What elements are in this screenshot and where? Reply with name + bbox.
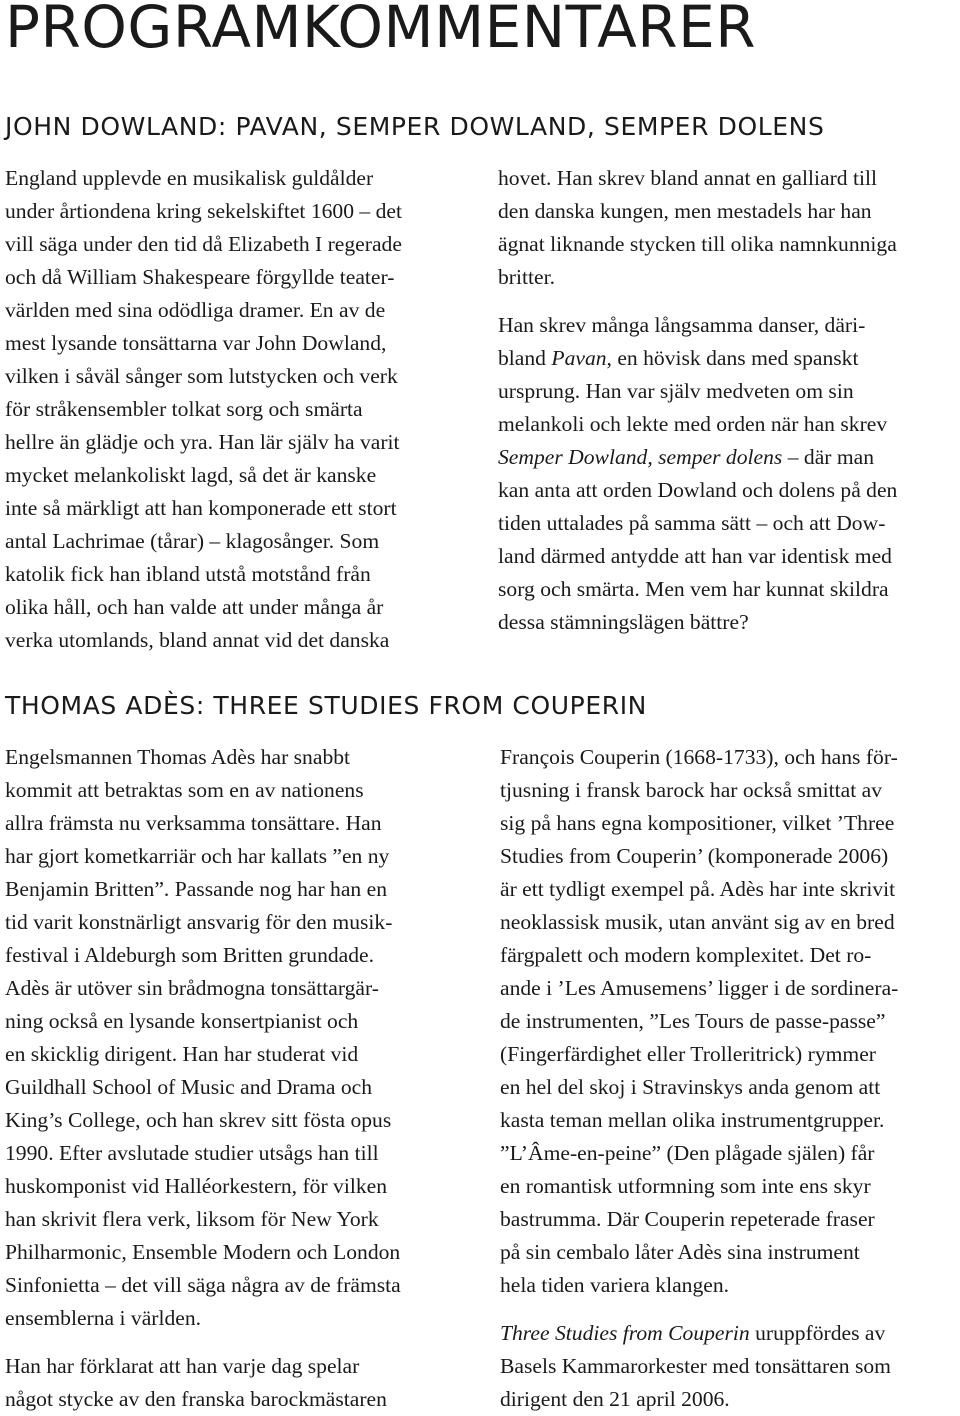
text-line: Engelsmannen Thomas Adès har snabbt	[5, 745, 351, 769]
text-line: hellre än glädje och yra. Han lär själv ha varit	[5, 430, 400, 454]
dowland-column-right	[498, 162, 960, 639]
text-line: olika håll, och han valde att under många år	[5, 595, 384, 619]
text-line: något stycke av den franska barockmästaren	[5, 1387, 387, 1411]
text-line: färgpalett och modern komplexitet. Det ro-	[500, 943, 872, 967]
text-line: 1990. Efter avslutade studier utsågs han till	[5, 1141, 379, 1165]
section-heading-dowland: JOHN DOWLAND: PAVAN, SEMPER DOWLAND, SEMPER DOLENS	[5, 112, 825, 141]
text-line: ning också en lysande konsertpianist och	[5, 1009, 359, 1033]
text-line: hovet. Han skrev bland annat en galliard till	[498, 166, 877, 190]
text-line: en hel del skoj i Stravinskys anda genom att	[500, 1075, 881, 1099]
text-line: allra främsta nu verksamma tonsättare. Han	[5, 811, 382, 835]
text-line: tjusning i fransk barock har också smittat av	[500, 778, 882, 802]
text-line: antal Lachrimae (tårar) – klagosånger. Som	[5, 529, 380, 553]
text-line: är ett tydligt exempel på. Adès har inte skrivit	[500, 877, 896, 901]
text-line: och då William Shakespeare förgyllde teater-	[5, 265, 395, 289]
paragraph	[500, 741, 960, 1302]
text-line: Adès är utöver sin brådmogna tonsättargär-	[5, 976, 379, 1000]
text-line: King’s College, och han skrev sitt fösta opus	[5, 1108, 392, 1132]
italic-title: Pavan	[551, 346, 607, 370]
page-title: PROGRAMKOMMENTARER	[5, 0, 757, 61]
section-heading-ades: THOMAS ADÈS: THREE STUDIES FROM COUPERIN	[5, 691, 647, 720]
paragraph	[5, 162, 475, 657]
paragraph	[498, 309, 960, 639]
text-line: kasta teman mellan olika instrumentgrupper.	[500, 1108, 885, 1132]
text-line: Benjamin Britten”. Passande nog har han en	[5, 877, 387, 901]
text-line: vilken i såväl sånger som lutstycken och verk	[5, 364, 398, 388]
text-line: för stråkensembler tolkat sorg och smärta	[5, 397, 363, 421]
text-line: sorg och smärta. Men vem har kunnat skildra	[498, 577, 889, 601]
text-line: bland Pavan, en hövisk dans med spanskt	[498, 346, 859, 370]
text-line: land därmed antydde att han var identisk med	[498, 544, 892, 568]
paragraph	[498, 162, 960, 294]
text-line: en skicklig dirigent. Han har studerat vid	[5, 1042, 359, 1066]
ades-column-left	[5, 741, 475, 1416]
text-line: inte så märkligt att han komponerade ett stort	[5, 496, 397, 520]
text-line: ande i ’Les Amusemens’ ligger i de sordinera-	[500, 976, 899, 1000]
text-line: François Couperin (1668-1733), och hans för-	[500, 745, 898, 769]
text-line: tiden uttalades på samma sätt – och att Dow-	[498, 511, 886, 535]
text-line: ursprung. Han var själv medveten om sin	[498, 379, 854, 403]
text-line: under årtiondena kring sekelskiftet 1600 – det	[5, 199, 402, 223]
text-line: på sin cembalo låter Adès sina instrument	[500, 1240, 860, 1264]
text-line: verka utomlands, bland annat vid det danska	[5, 628, 390, 652]
text-line: dirigent den 21 april 2006.	[500, 1387, 730, 1411]
text-line: mycket melankoliskt lagd, så det är kanske	[5, 463, 377, 487]
text-line: Han skrev många långsamma danser, däri-	[498, 313, 866, 337]
text-line: neoklassisk musik, utan använt sig av en bred	[500, 910, 895, 934]
dowland-column-left	[5, 162, 475, 657]
text-line: britter.	[498, 265, 555, 289]
text-line: katolik fick han ibland utstå motstånd från	[5, 562, 371, 586]
text-line: Han har förklarat att han varje dag spelar	[5, 1354, 360, 1378]
text-line: Philharmonic, Ensemble Modern och London	[5, 1240, 401, 1264]
paragraph	[5, 741, 475, 1335]
text-line: dessa stämningslägen bättre?	[498, 610, 749, 634]
text-line: han skrivit flera verk, liksom för New York	[5, 1207, 379, 1231]
text-line: Basels Kammarorkester med tonsättaren som	[500, 1354, 891, 1378]
text-line: de instrumenten, ”Les Tours de passe-passe”	[500, 1009, 886, 1033]
text-line: (Fingerfärdighet eller Trolleritrick) rymmer	[500, 1042, 876, 1066]
text-line: en romantisk utformning som inte ens skyr	[500, 1174, 871, 1198]
text-line: den danska kungen, men mestadels har han	[498, 199, 872, 223]
text-line: sig på hans egna kompositioner, vilket ’Three	[500, 811, 895, 835]
text-line: ägnat liknande stycken till olika namnkunniga	[498, 232, 897, 256]
text-line: ensemblerna i världen.	[5, 1306, 202, 1330]
italic-title: Three Studies from Couperin	[500, 1321, 750, 1345]
italic-title: Semper Dowland, semper dolens	[498, 445, 783, 469]
text-line: Three Studies from Couperin uruppfördes av	[500, 1321, 886, 1345]
text-line: bastrumma. Där Couperin repeterade fraser	[500, 1207, 875, 1231]
paragraph	[500, 1317, 960, 1416]
text-line: kan anta att orden Dowland och dolens på den	[498, 478, 898, 502]
text-line: Sinfonietta – det vill säga några av de främsta	[5, 1273, 401, 1297]
text-line: kommit att betraktas som en av nationens	[5, 778, 364, 802]
text-line: vill säga under den tid då Elizabeth I regerade	[5, 232, 402, 256]
text-line: Semper Dowland, semper dolens – där man	[498, 445, 875, 469]
text-line: England upplevde en musikalisk guldålder	[5, 166, 374, 190]
text-line: mest lysande tonsättarna var John Dowland,	[5, 331, 387, 355]
text-line: tid varit konstnärligt ansvarig för den musik-	[5, 910, 393, 934]
text-line: Guildhall School of Music and Drama och	[5, 1075, 373, 1099]
ades-column-right	[500, 741, 960, 1416]
text-line: festival i Aldeburgh som Britten grundade.	[5, 943, 375, 967]
text-line: melankoli och lekte med orden när han skrev	[498, 412, 888, 436]
text-line: världen med sina odödliga dramer. En av de	[5, 298, 386, 322]
text-line: har gjort kometkarriär och har kallats ”en ny	[5, 844, 390, 868]
text-line: Studies from Couperin’ (komponerade 2006)	[500, 844, 889, 868]
text-line: ”L’Âme-en-peine” (Den plågade själen) får	[500, 1141, 875, 1165]
text-line: huskomponist vid Halléorkestern, för vilken	[5, 1174, 388, 1198]
paragraph	[5, 1350, 475, 1416]
text-line: hela tiden variera klangen.	[500, 1273, 730, 1297]
